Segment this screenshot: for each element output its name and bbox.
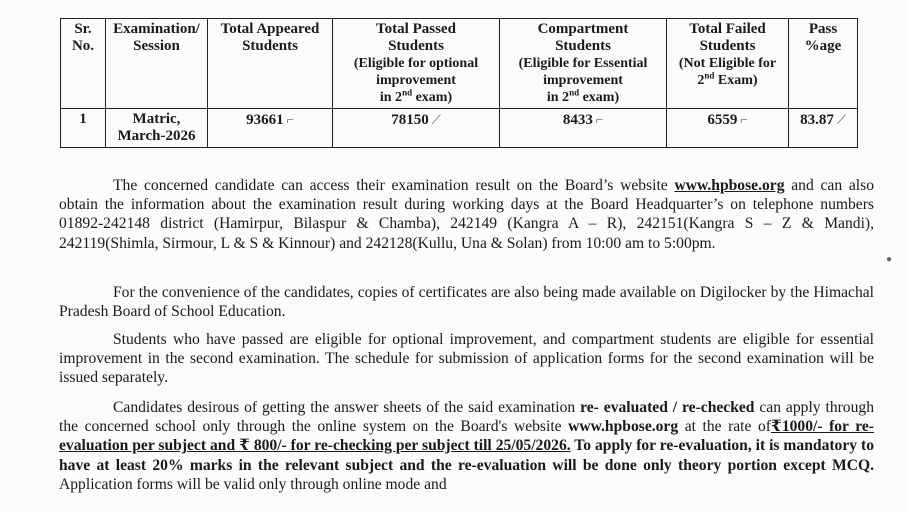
- header-text: (Not Eligible for: [678, 56, 777, 71]
- header-text: Students: [699, 38, 756, 54]
- cell-text: March-2026: [117, 128, 196, 144]
- header-appeared: [208, 19, 333, 109]
- cell-exam: [106, 109, 208, 148]
- tick-mark-icon: ⌐: [595, 112, 604, 127]
- tick-mark-icon: ⌐: [286, 112, 294, 127]
- cell-passed: 78150 ⟋: [333, 109, 500, 148]
- header-text: %age: [804, 38, 842, 54]
- header-text: Session: [133, 38, 180, 54]
- header-compartment: [500, 19, 667, 109]
- header-text: in 2nd exam): [546, 87, 620, 105]
- header-text: Examination/: [113, 21, 200, 37]
- header-text: Total Appeared: [220, 21, 320, 37]
- table-row: [61, 109, 858, 148]
- website-link[interactable]: www.hpbose.org: [674, 177, 785, 194]
- header-text: Total Passed: [376, 21, 456, 37]
- header-text: 2nd Exam): [697, 70, 758, 88]
- paragraph-re-evaluation: Candidates desirous of getting the answer sheets of the said examination re- evaluated / re-checked can apply through the concerned school only through the online system on the Board's website www.hpbose.org at the rate of₹1000/- for re-evaluation per subject and ₹ 800/- for re-checking per subject till 25/05/2026. To apply for re-evaluation, it is mandatory to have at least 20% marks in the relevant subject and the re-evaluation will be done only theory portion except MCQ. Application forms will be valid only through online mode and: [59, 399, 874, 493]
- header-text: improvement: [543, 73, 623, 88]
- header-text: (Eligible for Essential: [518, 56, 648, 71]
- paragraph-digilocker: For the convenience of the candidates, copies of certificates are also being made available on Digilocker by the Himachal Pradesh Board of School Education.: [59, 284, 874, 321]
- cell-appeared: 93661 ⌐: [208, 109, 333, 148]
- table-header-row: [61, 19, 858, 109]
- header-text: Sr.: [74, 21, 92, 37]
- header-text: No.: [71, 38, 95, 54]
- result-table: [60, 18, 858, 148]
- cell-pass-pct: 83.87 ⟋: [789, 109, 858, 148]
- header-text: Total Failed: [689, 21, 766, 37]
- header-exam: [106, 19, 208, 109]
- header-text: Students: [555, 38, 611, 54]
- header-text: (Eligible for optional: [353, 56, 479, 71]
- paragraph-improvement: Students who have passed are eligible for optional improvement, and compartment students are eligible for essential improvement in the second examination. The schedule for submission of application forms for the second examination will be issued separately.: [59, 331, 874, 387]
- header-pass-pct: [789, 19, 858, 109]
- stray-mark-icon: ●: [886, 254, 893, 265]
- tick-mark-icon: ⟋: [431, 112, 441, 127]
- header-text: in 2nd exam): [379, 87, 453, 105]
- header-text: Compartment: [537, 21, 629, 37]
- header-text: Students: [242, 38, 298, 54]
- tick-mark-icon: ⟋: [836, 112, 846, 127]
- header-passed: [333, 19, 500, 109]
- header-sr: [61, 19, 106, 109]
- header-text: improvement: [376, 73, 456, 88]
- paragraph-result-access: The concerned candidate can access their examination result on the Board’s website www.hpbose.org and can also obtain the information about the examination result during working days at the Board Headquarter’s on telephone numbers 01892-242148 district (Hamirpur, Bilaspur & Chamba), 242149 (Kangra A – R), 242151(Kangra S – Z & Mandi), 242119(Shimla, Sirmour, L & S & Kinnour) and 242128(Kullu, Una & Solan) from 10:00 am to 5:00pm.: [59, 177, 874, 252]
- cell-compartment: 8433 ⌐: [500, 109, 667, 148]
- header-failed: [667, 19, 789, 109]
- cell-text: Matric,: [132, 111, 181, 127]
- tick-mark-icon: ⌐: [740, 112, 748, 127]
- cell-failed: 6559 ⌐: [667, 109, 789, 148]
- cell-sr: 1: [61, 109, 106, 148]
- header-text: Students: [388, 38, 444, 54]
- header-text: Pass: [808, 21, 838, 37]
